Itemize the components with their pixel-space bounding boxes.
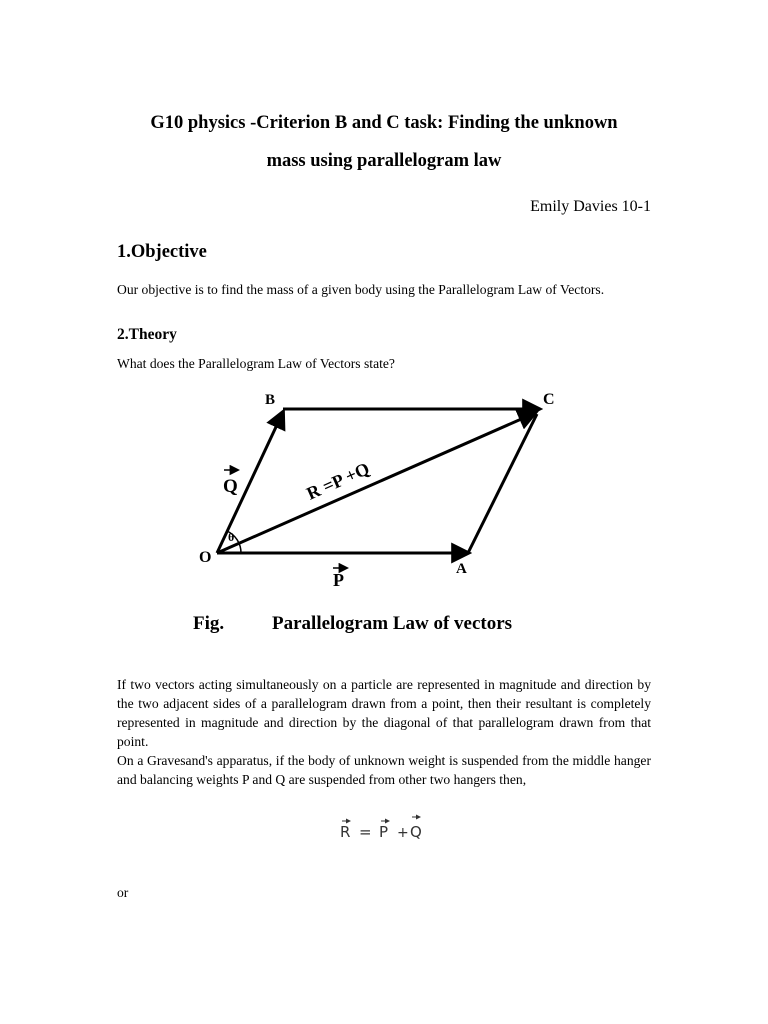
gravesand-apparatus-text: On a Gravesand's apparatus, if the body of unknown weight is suspended from the middle hanger and balancing weights P and Q are suspended from other two hangers then, — [117, 753, 651, 787]
vector-label-q: Q — [223, 476, 238, 497]
equation-p: P — [379, 823, 389, 841]
equation-plus: + — [397, 825, 409, 841]
document-title-line-2: mass using parallelogram law — [266, 151, 502, 171]
equation-r: R — [340, 823, 351, 841]
objective-text: Our objective is to find the mass of a given body using the Parallelogram Law of Vectors. — [117, 282, 605, 297]
vertex-label-b: B — [265, 392, 276, 408]
diagonal-oc-vector-r — [217, 413, 535, 553]
document-title-line-1: G10 physics -Criterion B and C task: Finding the unknown — [150, 113, 618, 133]
theory-question: What does the Parallelogram Law of Vectors state? — [117, 356, 395, 371]
vertex-label-a: A — [456, 561, 467, 577]
diagonal-label: R =P +Q — [303, 458, 373, 504]
equation-q: Q — [410, 823, 422, 841]
figure-caption-prefix: Fig. — [193, 613, 225, 634]
theory-heading: 2.Theory — [117, 326, 177, 343]
vertex-label-o: O — [199, 549, 212, 566]
vertex-label-c: C — [543, 391, 555, 408]
figure-caption: Parallelogram Law of vectors — [272, 613, 513, 634]
parallelogram-law-definition: If two vectors acting simultaneously on a particle are represented in magnitude and direction by the two adjacent sides of a parallelogram drawn from a point, then their resultant is completely represented in magnitude and direction by the diagonal of that parallelogram drawn from that point. — [117, 677, 651, 749]
objective-heading: 1.Objective — [117, 242, 207, 262]
side-ac — [468, 414, 537, 553]
equation-equals: = — [359, 823, 372, 841]
vector-equation — [330, 810, 440, 844]
theta-label: θ — [228, 530, 235, 544]
vector-label-p: P — [333, 570, 344, 590]
parallelogram-figure — [185, 378, 585, 640]
or-text: or — [117, 885, 129, 900]
author-name: Emily Davies 10-1 — [530, 198, 651, 215]
